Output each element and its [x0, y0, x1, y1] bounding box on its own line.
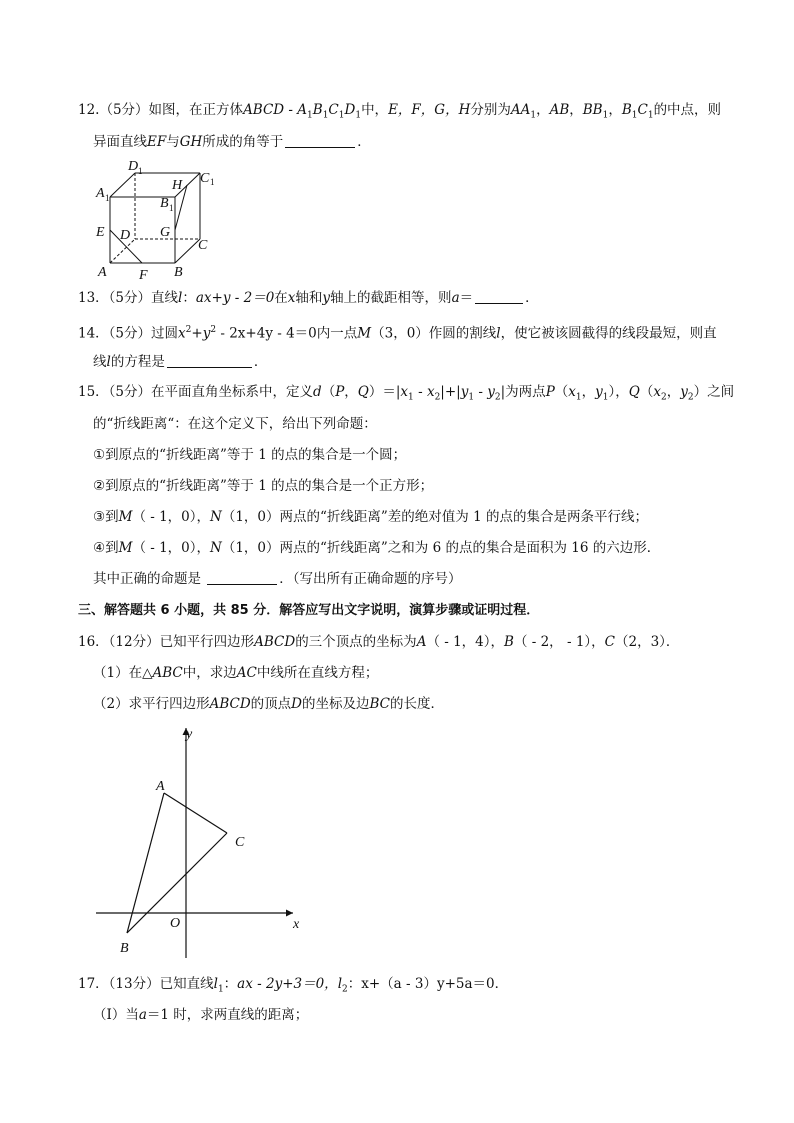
- q16-text: 16．（12分）已知平行四边形: [78, 634, 255, 650]
- q17-expr1: ax - 2y+3＝0，: [237, 976, 338, 992]
- label-a: A: [98, 265, 107, 280]
- q14-text: ，使它被该圆截得的线段最短，则直: [500, 325, 717, 342]
- q16-text: （ - 2， - 1），: [513, 634, 605, 650]
- label-b: B: [174, 265, 183, 280]
- q17-text: ：: [347, 976, 362, 992]
- q16-abcd: ABCD: [209, 696, 251, 712]
- q13-text: ：: [182, 290, 196, 306]
- sup: 2: [210, 325, 217, 335]
- q13-text: 在: [274, 290, 288, 306]
- q12-line1: [78, 100, 721, 126]
- sub: 2: [494, 392, 501, 403]
- q13-text: 轴上的截距相等，则: [330, 290, 452, 306]
- q15-n: N: [210, 540, 222, 556]
- q15-m: M: [118, 509, 133, 525]
- q12-text: 所成的角等于: [202, 134, 284, 150]
- q12-seg-bb1: BB: [582, 102, 603, 118]
- q13-text: ＝: [459, 290, 474, 306]
- q14-text: 14．（5分）过圆: [78, 325, 179, 342]
- sub: 1: [105, 193, 110, 203]
- sub: 2: [342, 984, 348, 995]
- q16-b: B: [504, 634, 514, 650]
- label-y: y: [186, 727, 193, 742]
- q17-text: ：: [223, 976, 238, 992]
- label-c: C: [235, 835, 245, 850]
- label-e: E: [96, 225, 105, 240]
- q15-y: y: [595, 384, 603, 400]
- q15-p: P: [545, 384, 555, 400]
- q13-text: 13．（5分）直线: [78, 290, 179, 306]
- sub: 1: [631, 110, 638, 121]
- q15-text: ．（写出所有正确命题的序号）: [279, 571, 462, 587]
- q15-text: （: [639, 384, 654, 400]
- q15-q: Q: [357, 384, 369, 400]
- q15-y2: y: [487, 384, 495, 400]
- q12-cube-name: ABCD - A: [243, 102, 308, 118]
- q17-a: a: [138, 1007, 147, 1023]
- circled-3: ③: [93, 509, 106, 525]
- sub: 1: [530, 110, 537, 121]
- sub: 1: [322, 110, 329, 121]
- sub: 2: [434, 392, 441, 403]
- q16-text: 的顶点: [250, 696, 292, 712]
- q15-text: |为两点: [500, 384, 546, 400]
- q12-text: ，: [536, 102, 550, 118]
- label-c: C: [198, 238, 208, 253]
- q15-text: （: [554, 384, 569, 400]
- q16-abcd: ABCD: [254, 634, 296, 650]
- answer-blank[interactable]: [285, 133, 355, 148]
- label-a: A: [156, 779, 165, 794]
- q16-text: 的三个顶点的坐标为: [295, 634, 417, 650]
- answer-blank[interactable]: [207, 570, 277, 585]
- q16-c: C: [604, 634, 615, 650]
- q16-ac: AC: [236, 665, 257, 681]
- q13-text: 轴和: [295, 290, 323, 306]
- q15-text: -: [413, 384, 427, 400]
- q12-line2: [93, 132, 371, 152]
- answer-blank[interactable]: [167, 353, 252, 368]
- q14-l: l: [496, 325, 501, 342]
- sub: 1: [217, 984, 224, 995]
- label-origin: O: [170, 916, 181, 931]
- q14-text: ．: [253, 354, 268, 370]
- q12-ef: EF: [147, 134, 167, 150]
- q15-y: y: [680, 384, 688, 400]
- q17-line1: [78, 974, 508, 1000]
- q16-text: （ - 1，4），: [426, 634, 505, 650]
- q17-expr2: x+（a - 3）y+5a＝0．: [361, 976, 509, 992]
- sub: 1: [307, 110, 313, 121]
- q15-text: ）之间: [693, 384, 735, 400]
- q12-seg-c1: C: [637, 102, 648, 118]
- label-b1: B: [160, 196, 169, 211]
- q15-d: d: [313, 384, 322, 400]
- q15-n: N: [210, 509, 222, 525]
- q16-text: 的坐标及边: [302, 696, 370, 712]
- q17-l1: l: [213, 976, 218, 992]
- label-b: B: [120, 941, 129, 956]
- q16-abc: ABC: [152, 665, 183, 681]
- sub: 1: [647, 110, 654, 121]
- q15-text: 到: [105, 540, 119, 556]
- label-f: F: [139, 268, 148, 283]
- q13-line: [78, 288, 539, 308]
- q15-m: M: [118, 540, 133, 556]
- circled-4: ④: [93, 540, 106, 556]
- q15-text: 到: [105, 509, 119, 525]
- q16-text: （1）在△: [93, 665, 153, 681]
- q17-text: （Ⅰ）当: [93, 1007, 139, 1023]
- sub: 1: [355, 110, 362, 121]
- q15-p: P: [335, 384, 345, 400]
- q15-prop-4: [93, 538, 660, 558]
- section-3-heading: 三、解答题共 6 小题，共 85 分．解答应写出文字说明，演算步骤或证明过程．: [78, 603, 540, 618]
- q12-seg-b1: B: [621, 102, 632, 118]
- q15-text: （ - 1，0），: [132, 540, 211, 556]
- q17-part1: [93, 1005, 308, 1025]
- q12-cube-c: C: [328, 102, 339, 118]
- q12-text: 分别为: [470, 102, 511, 118]
- q12-cube-d: D: [344, 102, 356, 118]
- sub: 1: [138, 166, 143, 176]
- label-h: H: [172, 178, 183, 193]
- q15-text: |+|: [440, 384, 461, 400]
- q13-x: x: [287, 290, 296, 306]
- q14-line2: [93, 352, 267, 372]
- sub: 1: [602, 392, 609, 403]
- q15-text: ，: [344, 384, 358, 400]
- sub: 1: [408, 392, 414, 403]
- q14-text: 线: [93, 354, 107, 370]
- side-ab: [127, 793, 164, 933]
- label-d1: D: [128, 159, 139, 174]
- q13-y: y: [322, 290, 331, 306]
- sub: 1: [575, 392, 582, 403]
- q15-text: （ - 1，0），: [132, 509, 211, 525]
- q16-text: （2，3）．: [615, 634, 680, 650]
- q12-text: 异面直线: [93, 134, 147, 150]
- q15-text: ，: [581, 384, 596, 400]
- q14-expr: - 2x+4y - 4＝0: [216, 325, 317, 342]
- q12-text: ．: [357, 134, 371, 150]
- q13-expr: ax+y - 2＝0: [195, 290, 275, 306]
- q14-text: 作圆的割线: [428, 325, 497, 342]
- q16-part1: [93, 663, 378, 683]
- coordinate-figure: [90, 722, 320, 962]
- q15-x: x: [568, 384, 576, 400]
- q15-text: （1，0）两点的“折线距离”之和为 6 的点的集合是面积为 16 的六边形．: [221, 540, 661, 556]
- q15-prop-1: [93, 445, 406, 465]
- q15-prop-2: [93, 476, 433, 496]
- q13-l: l: [178, 290, 183, 306]
- q15-text: （1，0）两点的“折线距离”差的绝对值为 1 的点的集合是两条平行线；: [221, 509, 648, 525]
- q12-text: ，: [608, 102, 622, 118]
- label-c1: C: [200, 171, 210, 186]
- sub: 1: [169, 203, 174, 213]
- q16-d: D: [291, 696, 302, 712]
- q14-y: y: [202, 325, 211, 342]
- side-ac: [164, 793, 227, 833]
- label-a1: A: [96, 186, 105, 201]
- q15-text: -: [474, 384, 488, 400]
- q13-text: ．: [525, 290, 539, 306]
- q15-prop-3: [93, 507, 648, 527]
- q14-text: （3，0）: [371, 325, 429, 342]
- sub: 1: [602, 110, 609, 121]
- sub: 1: [338, 110, 345, 121]
- q17-text: 17．（13分）已知直线: [78, 976, 214, 992]
- q14-l: l: [106, 354, 111, 370]
- q15-text: 15．（5分）在平面直角坐标系中，定义: [78, 384, 314, 400]
- q16-a: A: [416, 634, 427, 650]
- q15-line2: 的“折线距离“：在这个定义下，给出下列命题：: [93, 416, 377, 432]
- q12-seg-ab: AB: [549, 102, 570, 118]
- circled-1: ①: [93, 447, 106, 463]
- q15-x1: x: [400, 384, 409, 400]
- q15-answer-line: [93, 569, 462, 589]
- q15-text: ）＝|: [368, 384, 401, 400]
- q14-line1: [78, 320, 717, 344]
- sub: 1: [468, 392, 475, 403]
- q14-text: 内一点: [316, 325, 358, 342]
- edge: [175, 239, 200, 263]
- answer-blank[interactable]: [475, 289, 523, 304]
- q12-points: E，F，G，H: [388, 102, 471, 118]
- q14-x: x: [178, 325, 186, 342]
- q15-text: ），: [608, 384, 629, 400]
- sub: 2: [660, 392, 667, 403]
- q15-y1: y: [460, 384, 469, 400]
- q15-text: 到原点的“折线距离”等于 1 的点的集合是一个正方形；: [105, 478, 434, 494]
- q12-cube-b: B: [312, 102, 323, 118]
- q12-text: 中，: [361, 102, 389, 118]
- cube-figure: [90, 155, 230, 285]
- label-g: G: [160, 225, 171, 240]
- q14-text: 的方程是: [110, 354, 165, 370]
- q15-text: 其中正确的命题是: [93, 571, 206, 587]
- q15-text: ，: [666, 384, 681, 400]
- circled-2: ②: [93, 478, 106, 494]
- sub: 2: [687, 392, 694, 403]
- q15-q: Q: [628, 384, 640, 400]
- q16-bc: BC: [369, 696, 391, 712]
- q16-text: （2）求平行四边形: [93, 696, 210, 712]
- q16-part2: [93, 694, 444, 714]
- q12-seg-aa1: AA: [510, 102, 531, 118]
- q16-text: 的长度．: [390, 696, 445, 712]
- label-d: D: [120, 228, 131, 243]
- q17-text: ＝1 时，求两直线的距离；: [146, 1007, 309, 1023]
- q14-m: M: [357, 325, 372, 342]
- q12-text: 与: [166, 134, 180, 150]
- q14-text: +: [191, 325, 203, 342]
- sup: 2: [185, 325, 192, 335]
- q16-line1: [78, 632, 679, 652]
- edge: [110, 173, 135, 197]
- q15-line1: [78, 382, 734, 408]
- q12-text: 12.（5分）如图，在正方体: [78, 102, 244, 118]
- q13-a: a: [451, 290, 460, 306]
- q17-l2: l: [337, 976, 343, 992]
- q12-gh: GH: [179, 134, 203, 150]
- label-x: x: [293, 917, 300, 932]
- q15-x: x: [653, 384, 661, 400]
- q12-text: 的中点，则: [653, 102, 722, 118]
- q15-text: （: [321, 384, 336, 400]
- q16-text: 中线所在直线方程；: [256, 665, 379, 681]
- q16-text: 中，求边: [182, 665, 237, 681]
- q15-x2: x: [426, 384, 435, 400]
- q12-text: ，: [569, 102, 583, 118]
- q15-text: 到原点的“折线距离”等于 1 的点的集合是一个圆；: [105, 447, 407, 463]
- sub: 1: [210, 177, 215, 187]
